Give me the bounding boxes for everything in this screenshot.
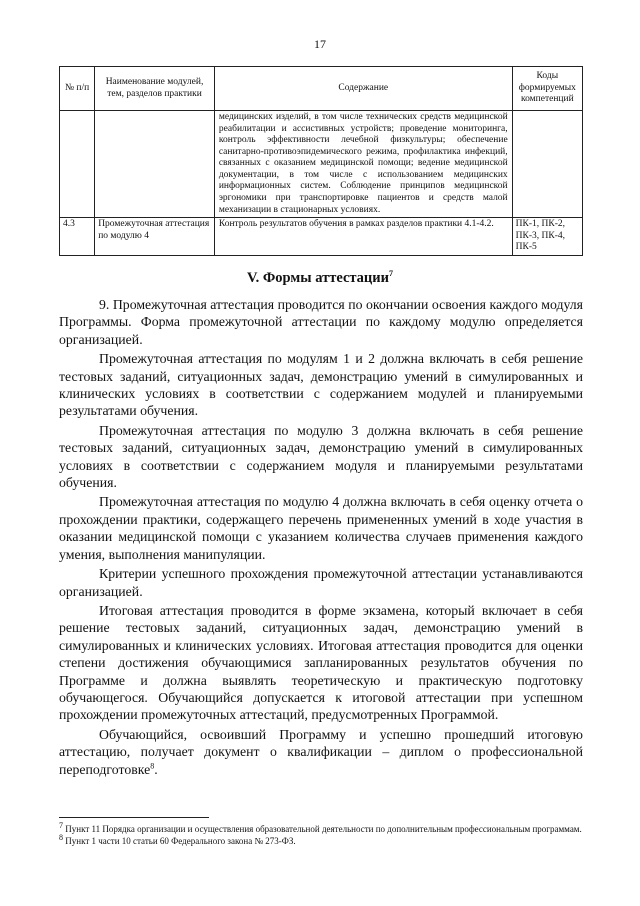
header-codes: Коды формируемых компетенций xyxy=(512,67,582,111)
table-row xyxy=(60,111,583,218)
footnote-ref-8: 8 xyxy=(150,760,155,770)
footnote-text: Пункт 1 части 10 статьи 60 Федерального закона № 273-ФЗ. xyxy=(63,836,296,846)
table-header-row xyxy=(60,67,583,111)
paragraph: Промежуточная аттестация по модулю 3 должна включать в себя решение тестовых заданий, ситуационных задач, демонстрацию умений в симулированных условиях в соответствии с содержанием модуля и планируемыми результатами обучения. xyxy=(59,422,583,491)
paragraph-text: Обучающийся, освоивший Программу и успешно прошедший итоговую аттестацию, получает документ о квалификации – диплом о профессиональной переподготовке xyxy=(59,726,583,777)
program-content-table xyxy=(59,66,583,256)
footnotes xyxy=(59,823,583,847)
footnote-7 xyxy=(59,823,583,835)
paragraph: Критерии успешного прохождения промежуточной аттестации устанавливаются организацией. xyxy=(59,566,583,599)
row-num: 4.3 xyxy=(60,218,95,256)
paragraph: Промежуточная аттестация по модулям 1 и 2 должна включать в себя решение тестовых заданий, ситуационных задач, демонстрацию умений в симулированных и клинических условиях в соответствии с содержанием модулей и планируемыми результатами обучения. xyxy=(59,351,583,419)
table-row xyxy=(60,218,583,256)
paragraph: Итоговая аттестация проводится в форме экзамена, который включает в себя решение тестовых заданий, ситуационных задач, демонстрацию умений в симулированных и клинических условиях. Итоговая аттестация проводится для оценки степени достижения обучающимися запланированных результатов обучения по Программе и должна выявлять теоретическую и практическую подготовку обучающегося. Обучающийся допускается к итоговой аттестации при успешном прохождении промежуточных аттестаций, предусмотренных Программой. xyxy=(59,602,583,723)
section-heading xyxy=(0,270,640,287)
footnote-ref-7: 7 xyxy=(389,269,393,279)
continued-content-cell: медицинских изделий, в том числе технических средств медицинской реабилитации и ассистивных устройств; проведение мониторинга, контроль эффективности лечебной физкультуры; обеспечение санитарно-противоэпидемического режима, профилактика инфекций, связанных с оказанием медицинской помощи; ведение медицинской документации, в том числе с использованием медицинских информационных систем. Соблюдение принципов медицинской эргономики при транспортировке пациентов и средств малой механизации в стационарных условиях. xyxy=(214,111,512,218)
header-name: Наименование модулей, тем, разделов практики xyxy=(95,67,215,111)
footnote-8 xyxy=(59,835,583,847)
footnote-mark: 8 xyxy=(59,833,63,842)
paragraph-end: . xyxy=(154,761,158,777)
main-text xyxy=(59,296,583,780)
row-name: Промежуточная аттестация по модулю 4 xyxy=(95,218,215,256)
footnote-text: Пункт 11 Порядка организации и осуществления образовательной деятельности по дополнительным профессиональным программам. xyxy=(63,824,582,834)
header-num: № п/п xyxy=(60,67,95,111)
page-number: 17 xyxy=(314,37,326,51)
header-content: Содержание xyxy=(214,67,512,111)
section-title: V. Формы аттестации xyxy=(246,270,389,286)
footnote-mark: 7 xyxy=(59,821,63,830)
row-content: Контроль результатов обучения в рамках разделов практики 4.1-4.2. xyxy=(214,218,512,256)
paragraph-9: 9. Промежуточная аттестация проводится по окончании освоения каждого модуля Программы. Форма промежуточной аттестации по каждому модулю определяется организацией. xyxy=(59,297,583,347)
footnote-divider xyxy=(59,817,209,818)
row-codes: ПК-1, ПК-2, ПК-3, ПК-4, ПК-5 xyxy=(512,218,582,256)
paragraph: Промежуточная аттестация по модулю 4 должна включать в себя оценку отчета о прохождении практики, содержащего перечень примененных умений в ходе участия в оказании медицинской помощи с указанием количества случаев применения каждого умения, выполнения манипуляции. xyxy=(59,494,583,562)
paragraph-final xyxy=(59,726,583,778)
